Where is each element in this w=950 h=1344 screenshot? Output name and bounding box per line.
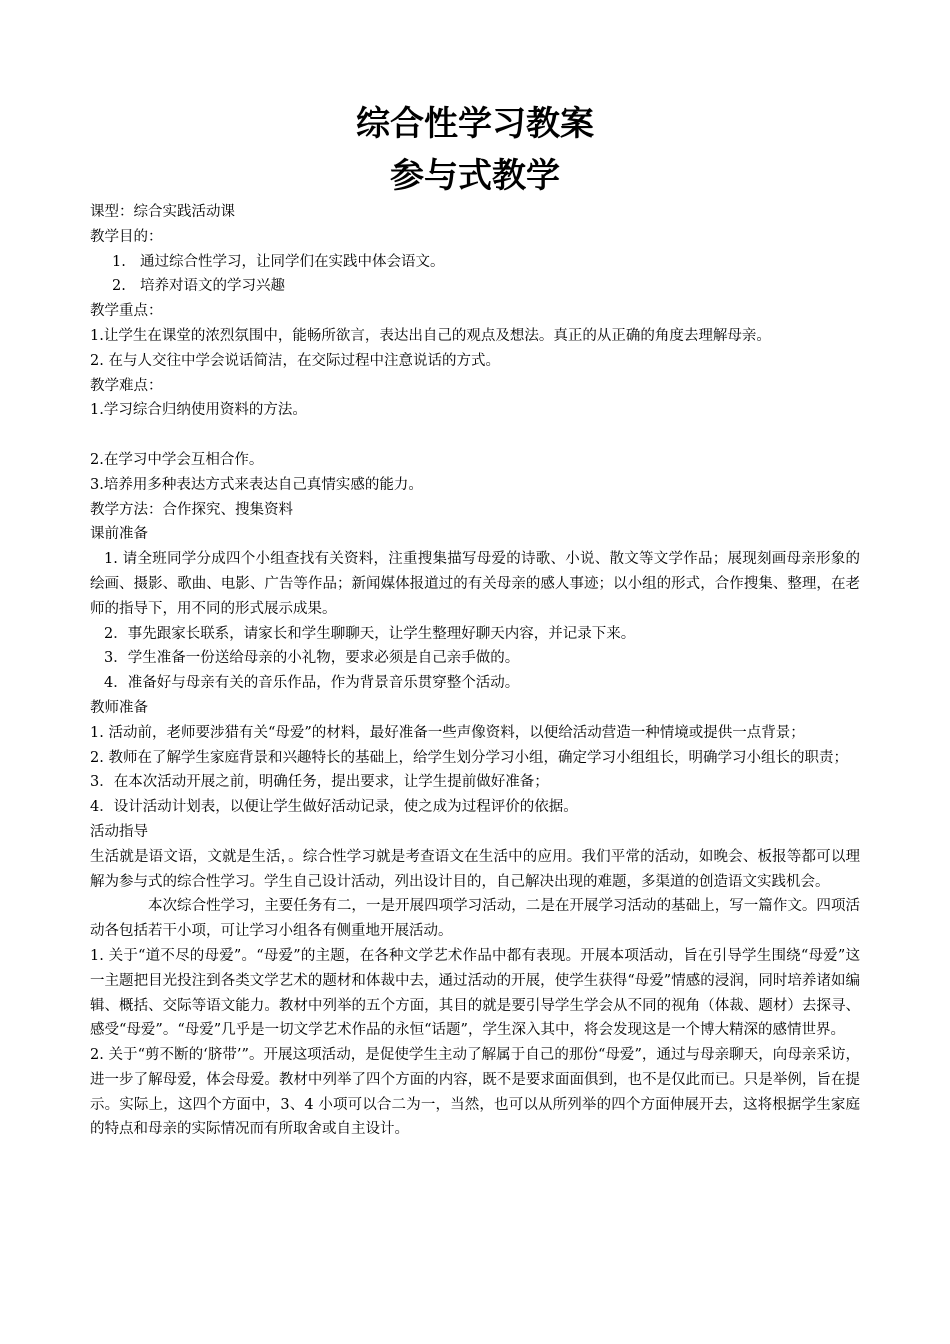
prep-item: 4．准备好与母亲有关的音乐作品，作为背景音乐贯穿整个活动。 [104, 675, 520, 692]
goal-text: 培养对语文的学习兴趣 [140, 278, 285, 295]
prep-item: 2．事先跟家长联系，请家长和学生聊聊天，让学生整理好聊天内容，并记录下来。 [104, 625, 636, 642]
teacher-item: 1. 活动前，老师要涉猎有关“母爱”的材料，最好准备一些声像资料，以便给活动营造一种情境或提供一点背景； [90, 724, 805, 741]
prep-item: 3．学生准备一份送给母亲的小礼物，要求必须是自己亲手做的。 [104, 650, 520, 667]
document-body [90, 200, 860, 1142]
guide-paragraph: 生活就是语文语，文就是生活，。综合性学习就是考查语文在生活中的应用。我们平常的活动，如晚会、板报等都可以理解为参与式的综合性学习。学生自己设计活动，列出设计目的，自己解决出现的难题，多渠道的创造语文实践机会。 [90, 848, 860, 890]
key-point: 1.让学生在课堂的浓烈氛围中，能畅所欲言，表达出自己的观点及想法。真正的从正确的角度去理解母亲。 [90, 327, 771, 344]
difficult-point: 3.培养用多种表达方式来表达自己真情实感的能力。 [90, 476, 423, 493]
prep-heading: 课前准备 [90, 526, 148, 543]
teacher-item: 3．在本次活动开展之前，明确任务，提出要求，让学生提前做好准备； [90, 774, 549, 791]
course-type: 课型：综合实践活动课 [90, 204, 235, 220]
difficult-point: 1.学习综合归纳使用资料的方法。 [90, 402, 307, 419]
goal-text: 通过综合性学习，让同学们在实践中体会语文。 [140, 253, 445, 270]
teacher-item: 4．设计活动计划表，以便让学生做好活动记录，使之成为过程评价的依据。 [90, 799, 578, 816]
difficult-heading: 教学难点： [90, 377, 163, 394]
key-point: 2. 在与人交往中学会说话简洁，在交际过程中注意说话的方式。 [90, 352, 500, 369]
document-title-line2: 参与式教学 [390, 156, 560, 196]
goal-number: 1. [112, 253, 126, 270]
guide-paragraph: 2. 关于“剪不断的‘脐带’”。开展这项活动，是促使学生主动了解属于自己的那份“母爱”，通过与母亲聊天，向母亲采访，进一步了解母爱，体会母爱。教材中列举了四个方面的内容，既不是要求面面俱到，也不是仅此而已。只是举例，旨在提示。实际上，这四个方面中，3、4 小项可以合二为一，当然，也可以从所列举的四个方面伸展开去，这将根据学生家庭的特点和母亲的实际情况而有所取舍或自主设计。 [90, 1047, 860, 1138]
guide-heading: 活动指导 [90, 823, 148, 840]
teacher-item: 2. 教师在了解学生家庭背景和兴趣特长的基础上，给学生划分学习小组，确定学习小组组长，明确学习小组长的职责； [90, 749, 848, 766]
goal-item [90, 250, 860, 275]
prep-item: 1. 请全班同学分成四个小组查找有关资料，注重搜集描写母爱的诗歌、小说、散文等文学作品；展现刻画母亲形象的绘画、摄影、歌曲、电影、广告等作品；新闻媒体报道过的有关母亲的感人事迹；以小组的形式，合作搜集、整理，在老师的指导下，用不同的形式展示成果。 [90, 551, 860, 617]
document-title-line1: 综合性学习教案 [356, 104, 594, 144]
goals-heading: 教学目的： [90, 228, 163, 245]
goal-item [90, 274, 860, 299]
blank-line [90, 423, 860, 448]
teaching-method: 教学方法：合作探究、搜集资料 [90, 501, 293, 518]
guide-paragraph: 1. 关于“道不尽的母爱”。“母爱”的主题，在各种文学艺术作品中都有表现。开展本项活动，旨在引导学生围绕“母爱”这一主题把目光投注到各类文学艺术的题材和体裁中去，通过活动的开展，使学生获得“母爱”情感的浸润，同时培养诸如编辑、概括、交际等语文能力。教材中列举的五个方面，其目的就是要引导学生学会从不同的视角（体裁、题材）去探寻、感受“母爱”。“母爱”几乎是一切文学艺术作品的永恒“话题”，学生深入其中，将会发现这是一个博大精深的感情世界。 [90, 947, 860, 1039]
goal-number: 2. [112, 278, 126, 295]
difficult-point: 2.在学习中学会互相合作。 [90, 451, 264, 468]
guide-paragraph: 本次综合性学习，主要任务有二，一是开展四项学习活动，二是在开展学习活动的基础上，写一篇作文。四项活动各包括若干小项，可让学习小组各有侧重地开展活动。 [90, 898, 860, 940]
teacher-heading: 教师准备 [90, 699, 148, 716]
key-heading: 教学重点： [90, 303, 163, 320]
